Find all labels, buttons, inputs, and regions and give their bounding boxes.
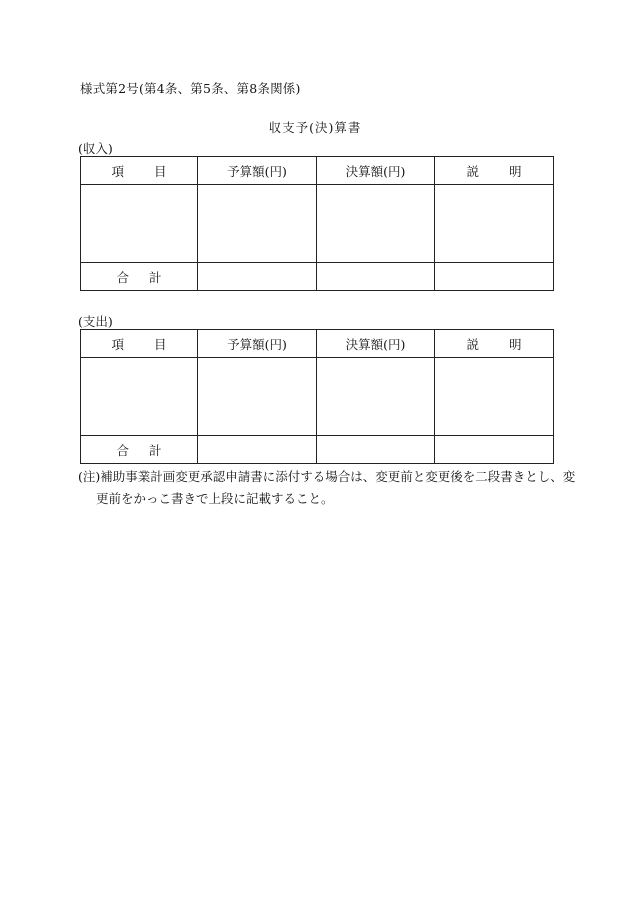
income-header-item: 項目 [81, 157, 198, 185]
income-header-row [81, 157, 554, 185]
expense-total-budget-cell[interactable] [198, 436, 317, 464]
footnote-line-1: (注)補助事業計画変更承認申請書に添付する場合は、変更前と変更後を二段書きとし、変 [78, 469, 576, 484]
income-total-budget-cell[interactable] [198, 263, 317, 291]
income-header-description: 説明 [435, 157, 554, 185]
income-total-settlement-cell[interactable] [317, 263, 435, 291]
expense-item-cell[interactable] [81, 358, 198, 436]
expense-description-cell[interactable] [435, 358, 554, 436]
expense-entry-row [81, 358, 554, 436]
footnote [78, 466, 576, 510]
income-budget-cell[interactable] [198, 185, 317, 263]
expense-settlement-cell[interactable] [317, 358, 435, 436]
income-description-cell[interactable] [435, 185, 554, 263]
expense-header-settlement: 決算額(円) [317, 330, 435, 358]
expense-header-row [81, 330, 554, 358]
expense-header-description: 説明 [435, 330, 554, 358]
form-number: 様式第2号(第4条、第5条、第8条関係) [80, 81, 301, 96]
income-entry-row [81, 185, 554, 263]
income-total-label: 合計 [81, 263, 198, 291]
expense-budget-cell[interactable] [198, 358, 317, 436]
expense-header-item: 項目 [81, 330, 198, 358]
income-item-cell[interactable] [81, 185, 198, 263]
expense-total-description-cell[interactable] [435, 436, 554, 464]
expense-total-row [81, 436, 554, 464]
income-total-row [81, 263, 554, 291]
expense-total-label: 合計 [81, 436, 198, 464]
income-header-budget: 予算額(円) [198, 157, 317, 185]
income-table [80, 156, 554, 291]
document-title: 収支予(決)算書 [268, 120, 362, 135]
income-header-settlement: 決算額(円) [317, 157, 435, 185]
expense-section-label: (支出) [78, 314, 113, 329]
income-settlement-cell[interactable] [317, 185, 435, 263]
expense-header-budget: 予算額(円) [198, 330, 317, 358]
income-total-description-cell[interactable] [435, 263, 554, 291]
income-section-label: (収入) [78, 141, 113, 156]
footnote-line-2: 更前をかっこ書きで上段に記載すること。 [96, 491, 334, 506]
expense-table [80, 329, 554, 464]
expense-total-settlement-cell[interactable] [317, 436, 435, 464]
